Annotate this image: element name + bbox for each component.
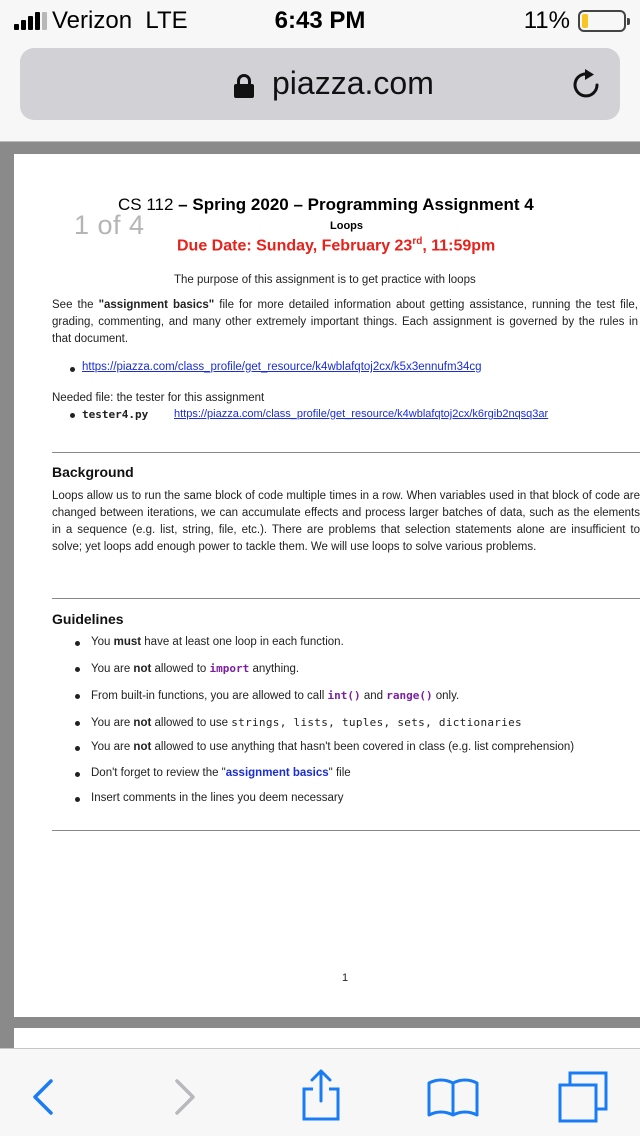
carrier-name: Verizon LTE (52, 7, 188, 34)
network-type: LTE (145, 7, 188, 34)
guideline-item: Don't forget to review the "assignment basics" file (91, 767, 351, 779)
guideline-item: You must have at least one loop in each function. (91, 636, 344, 648)
guideline-item: You are not allowed to use anything that hasn't been covered in class (e.g. list comprehension) (91, 741, 575, 753)
tester-filename: tester4.py (82, 408, 149, 421)
needed-file-label: Needed file: the tester for this assignment (52, 392, 265, 404)
course-code: CS 112 (118, 195, 174, 214)
bullet (70, 413, 75, 418)
page-number: 1 (342, 972, 349, 984)
bottom-toolbar (0, 1048, 640, 1136)
back-icon[interactable] (20, 1073, 70, 1121)
divider (52, 452, 640, 453)
page-indicator: 1 of 4 (74, 210, 145, 240)
forward-icon[interactable] (158, 1073, 208, 1121)
status-time: 6:43 PM (274, 7, 366, 34)
lock-icon (234, 74, 254, 98)
background-text: Loops allow us to run the same block of code multiple times in a row. When variables used in that block of code are changed between iterations, we can accumulate effects and process larger batches of data, such as the elements in a sequence (e.g. list, string, file, etc.). There are problems that selection statements alone are insufficient to solve; yet loops add enough power to tackle them. We will use loops to solve various problems. (52, 490, 640, 553)
battery-percentage: 11% (523, 7, 570, 34)
background-heading: Background (52, 464, 134, 480)
pdf-page-2 (14, 1028, 640, 1048)
guidelines-heading: Guidelines (52, 611, 124, 627)
document-subtitle: Loops (330, 220, 363, 232)
guideline-item: You are not allowed to use strings, lists, tuples, sets, dictionaries (91, 716, 522, 729)
browser-chrome (0, 40, 640, 142)
share-icon[interactable] (296, 1067, 346, 1123)
battery-level (582, 14, 588, 28)
battery-icon (578, 10, 626, 32)
guideline-item: Insert comments in the lines you deem necessary (91, 792, 344, 804)
status-bar (0, 0, 640, 40)
pdf-viewer[interactable] (0, 142, 640, 1048)
tabs-icon[interactable] (556, 1069, 610, 1125)
tester-link[interactable]: https://piazza.com/class_profile/get_resource/k4wblafqtoj2cx/k6rgib2nqsq3ar (174, 408, 549, 420)
pdf-page-1 (14, 154, 640, 1017)
guideline-item: From built-in functions, you are allowed to call int() and range() only. (91, 689, 460, 702)
basics-paragraph: See the "assignment basics" file for more detailed information about getting assistance, running the test file, grading, commenting, and many other extremely important things. Each assignment is governed by the rules in that document. (52, 299, 638, 345)
address-bar[interactable] (20, 48, 620, 120)
basics-link[interactable]: https://piazza.com/class_profile/get_resource/k4wblafqtoj2cx/k5x3ennufm34cg (82, 361, 482, 373)
divider (52, 598, 640, 599)
due-date: Due Date: Sunday, February 23rd, 11:59pm (177, 236, 496, 255)
url-text[interactable]: piazza.com (272, 65, 434, 101)
bookmarks-icon[interactable] (425, 1073, 481, 1121)
bullet (70, 367, 75, 372)
document-title: CS 112 – Spring 2020 – Programming Assignment 4 (118, 195, 534, 214)
divider (52, 830, 640, 831)
reload-icon[interactable] (570, 68, 604, 102)
purpose-text: The purpose of this assignment is to get practice with loops (174, 274, 476, 286)
guideline-item: You are not allowed to import anything. (91, 662, 300, 675)
